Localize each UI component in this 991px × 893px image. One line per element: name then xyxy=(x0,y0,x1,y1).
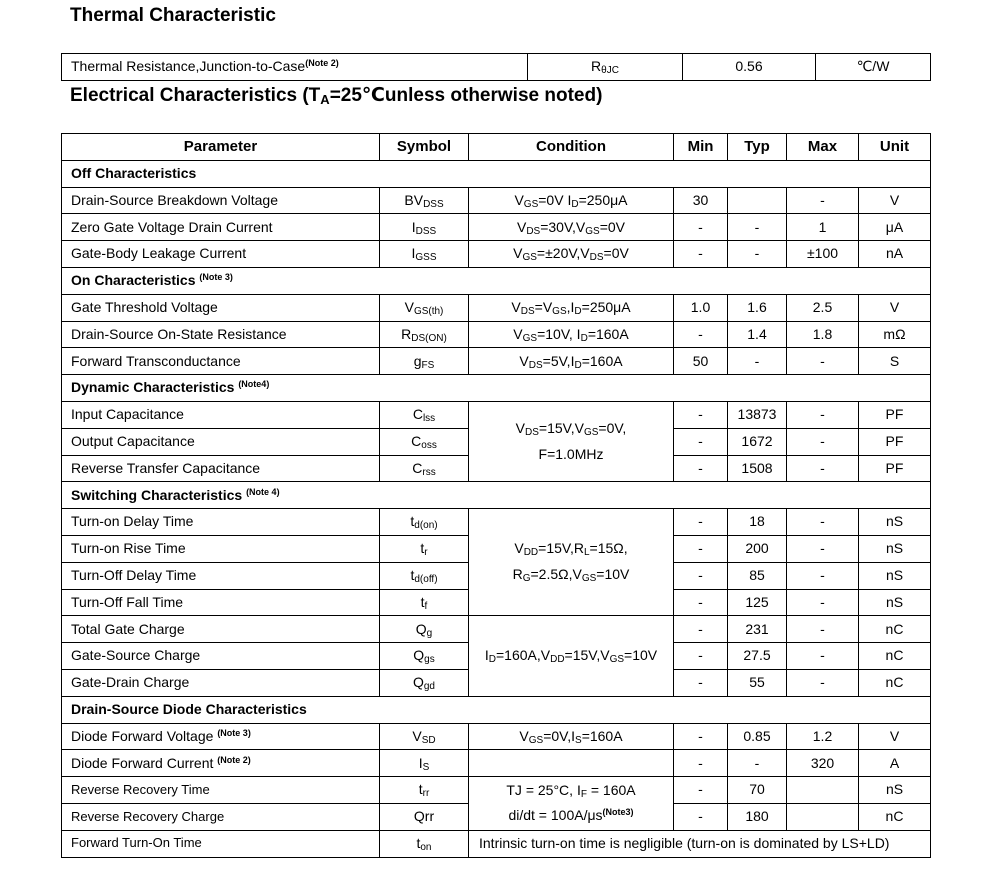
typ-cell: 1.6 xyxy=(728,294,787,321)
table-row xyxy=(62,401,931,428)
min-cell: - xyxy=(674,321,728,348)
min-cell: - xyxy=(674,723,728,750)
unit-cell: nC xyxy=(859,616,931,643)
param-cell: Input Capacitance xyxy=(62,401,380,428)
max-cell: - xyxy=(787,455,859,482)
symbol-cell: $t_{d(off)}$ xyxy=(380,562,469,589)
typ-cell: 180 xyxy=(728,803,787,830)
header-min: Min xyxy=(674,134,728,161)
param-cell: Gate-Body Leakage Current xyxy=(62,241,380,268)
condition-cell: $V_{GS}=\pm 20V,V_{DS}=0V$ xyxy=(469,241,674,268)
max-cell: - xyxy=(787,428,859,455)
param-cell: Reverse Recovery Time xyxy=(62,777,380,804)
unit-cell: V xyxy=(859,294,931,321)
param-cell: Drain-Source Breakdown Voltage xyxy=(62,187,380,214)
typ-cell: 1508 xyxy=(728,455,787,482)
thermal-title: Thermal Characteristic xyxy=(70,5,276,26)
max-cell: - xyxy=(787,562,859,589)
min-cell: - xyxy=(674,214,728,241)
symbol-cell: $t_r$ xyxy=(380,535,469,562)
typ-cell: - xyxy=(728,348,787,375)
min-cell: - xyxy=(674,643,728,670)
table-row xyxy=(62,241,931,268)
typ-cell: - xyxy=(728,750,787,777)
typ-cell: 55 xyxy=(728,669,787,696)
electrical-title: Electrical Characteristics ($T_A=25℃unless$ otherwise noted) xyxy=(70,85,603,107)
symbol-cell: $t_f$ xyxy=(380,589,469,616)
condition-cell xyxy=(469,750,674,777)
min-cell: - xyxy=(674,401,728,428)
section-dynamic: Dynamic Characteristics $^{(Note4)}$ xyxy=(62,375,931,402)
condition-cell: $V_{DS}=V_{GS},I_D=250\mu A$ xyxy=(469,294,674,321)
min-cell: - xyxy=(674,589,728,616)
min-cell: - xyxy=(674,428,728,455)
param-cell: Gate-Drain Charge xyxy=(62,669,380,696)
typ-cell: 0.85 xyxy=(728,723,787,750)
max-cell: - xyxy=(787,348,859,375)
param-cell: Gate Threshold Voltage xyxy=(62,294,380,321)
condition-cell: $V_{GS}=0V$ $I_D=250\mu A$ xyxy=(469,187,674,214)
param-cell: Zero Gate Voltage Drain Current xyxy=(62,214,380,241)
table-row xyxy=(62,830,931,857)
typ-cell: - xyxy=(728,214,787,241)
table-row xyxy=(62,321,931,348)
condition-cell-charge: $I_D=160A,V_{DD}=15V,V_{GS}=10V$ xyxy=(469,616,674,696)
typ-cell: 1672 xyxy=(728,428,787,455)
typ-cell: 85 xyxy=(728,562,787,589)
unit-cell: nS xyxy=(859,509,931,536)
condition-cell-capacitance: $V_{DS}=15V,V_{GS}=0V$, F=1.0MHz xyxy=(469,401,674,481)
symbol-cell: $Q_{gs}$ xyxy=(380,643,469,670)
table-row xyxy=(62,616,931,643)
condition-cell: $V_{GS}=0V,I_S=160A$ xyxy=(469,723,674,750)
min-cell: - xyxy=(674,455,728,482)
min-cell: - xyxy=(674,777,728,804)
header-parameter: Parameter xyxy=(62,134,380,161)
unit-cell: PF xyxy=(859,428,931,455)
param-cell: Drain-Source On-State Resistance xyxy=(62,321,380,348)
param-cell: Output Capacitance xyxy=(62,428,380,455)
header-typ: Typ xyxy=(728,134,787,161)
unit-cell: nS xyxy=(859,535,931,562)
max-cell: 2.5 xyxy=(787,294,859,321)
symbol-cell: $V_{GS(th)}$ xyxy=(380,294,469,321)
unit-cell: nC xyxy=(859,643,931,670)
table-row xyxy=(62,509,931,536)
typ-cell: 231 xyxy=(728,616,787,643)
param-cell: Total Gate Charge xyxy=(62,616,380,643)
symbol-cell: $I_{GSS}$ xyxy=(380,241,469,268)
min-cell: - xyxy=(674,803,728,830)
condition-cell: $V_{DS}=30V,V_{GS}=0V$ xyxy=(469,214,674,241)
symbol-cell: $I_{DSS}$ xyxy=(380,214,469,241)
max-cell: - xyxy=(787,616,859,643)
table-row xyxy=(62,777,931,804)
typ-cell: 125 xyxy=(728,589,787,616)
max-cell: - xyxy=(787,669,859,696)
typ-cell: 27.5 xyxy=(728,643,787,670)
unit-cell: nS xyxy=(859,589,931,616)
condition-cell-recovery: TJ = 25°C, $I_F = 160A$ $di/dt = 100A/\mu s^{(Note3)}$ xyxy=(469,777,674,831)
symbol-cell: $t_{on}$ xyxy=(380,830,469,857)
unit-cell: PF xyxy=(859,401,931,428)
symbol-cell: $Q_{gd}$ xyxy=(380,669,469,696)
symbol-cell: $t_{d(on)}$ xyxy=(380,509,469,536)
unit-cell: nA xyxy=(859,241,931,268)
symbol-cell: $I_S$ xyxy=(380,750,469,777)
min-cell: - xyxy=(674,509,728,536)
param-cell: Diode Forward Current $^{(Note 2)}$ xyxy=(62,750,380,777)
max-cell: 320 xyxy=(787,750,859,777)
param-cell: Gate-Source Charge xyxy=(62,643,380,670)
param-cell: Turn-Off Delay Time xyxy=(62,562,380,589)
max-cell: - xyxy=(787,589,859,616)
min-cell: - xyxy=(674,750,728,777)
section-on: On Characteristics $^{(Note 3)}$ xyxy=(62,267,931,294)
symbol-cell: $g_{FS}$ xyxy=(380,348,469,375)
min-cell: - xyxy=(674,669,728,696)
typ-cell: 70 xyxy=(728,777,787,804)
param-cell: Turn-on Delay Time xyxy=(62,509,380,536)
condition-cell: $V_{GS}=10V$, $I_D=160A$ xyxy=(469,321,674,348)
typ-cell: 13873 xyxy=(728,401,787,428)
max-cell xyxy=(787,803,859,830)
param-cell: Reverse Recovery Charge xyxy=(62,803,380,830)
thermal-param: Thermal Resistance,Junction-to-Case$^{(Note 2)}$ xyxy=(62,54,528,81)
condition-cell-switching: $V_{DD}=15V,R_L=15\Omega$, $R_G=2.5\Omega,V_{GS}=10V$ xyxy=(469,509,674,616)
unit-cell: nC xyxy=(859,669,931,696)
typ-cell: 1.4 xyxy=(728,321,787,348)
typ-cell: 200 xyxy=(728,535,787,562)
header-condition: Condition xyxy=(469,134,674,161)
unit-cell: PF xyxy=(859,455,931,482)
min-cell: 50 xyxy=(674,348,728,375)
unit-cell: V xyxy=(859,187,931,214)
max-cell: - xyxy=(787,643,859,670)
unit-cell: nC xyxy=(859,803,931,830)
section-row xyxy=(62,696,931,723)
symbol-cell: Qrr xyxy=(380,803,469,830)
unit-cell: A xyxy=(859,750,931,777)
symbol-cell: $BV_{DSS}$ xyxy=(380,187,469,214)
electrical-table xyxy=(61,133,931,858)
symbol-cell: $t_{rr}$ xyxy=(380,777,469,804)
symbol-cell: $R_{DS(ON)}$ xyxy=(380,321,469,348)
typ-cell xyxy=(728,187,787,214)
thermal-symbol: $R_{\theta JC}$ xyxy=(528,54,683,81)
param-cell: Diode Forward Voltage $^{(Note 3)}$ xyxy=(62,723,380,750)
unit-cell: mΩ xyxy=(859,321,931,348)
condition-cell-turnon: Intrinsic turn-on time is negligible (turn-on is dominated by LS+LD) xyxy=(469,830,931,857)
header-row xyxy=(62,134,931,161)
symbol-cell: $V_{SD}$ xyxy=(380,723,469,750)
header-unit: Unit xyxy=(859,134,931,161)
section-row xyxy=(62,482,931,509)
max-cell: 1.8 xyxy=(787,321,859,348)
thermal-value: 0.56 xyxy=(683,54,816,81)
section-switching: Switching Characteristics $^{(Note 4)}$ xyxy=(62,482,931,509)
table-row xyxy=(62,294,931,321)
table-row xyxy=(62,214,931,241)
section-row xyxy=(62,267,931,294)
min-cell: - xyxy=(674,616,728,643)
table-row xyxy=(62,723,931,750)
section-row xyxy=(62,375,931,402)
thermal-table xyxy=(61,53,931,81)
min-cell: - xyxy=(674,241,728,268)
table-row xyxy=(62,750,931,777)
thermal-unit: ℃/W xyxy=(816,54,931,81)
unit-cell: V xyxy=(859,723,931,750)
symbol-cell: $Q_g$ xyxy=(380,616,469,643)
section-off: Off Characteristics xyxy=(62,160,931,187)
max-cell: - xyxy=(787,509,859,536)
condition-cell: $V_{DS}=5V,I_D=160A$ xyxy=(469,348,674,375)
unit-cell: nS xyxy=(859,777,931,804)
header-symbol: Symbol xyxy=(380,134,469,161)
table-row xyxy=(62,187,931,214)
unit-cell: μA xyxy=(859,214,931,241)
symbol-cell: $C_{rss}$ xyxy=(380,455,469,482)
max-cell: 1 xyxy=(787,214,859,241)
max-cell: - xyxy=(787,187,859,214)
max-cell: - xyxy=(787,401,859,428)
param-cell: Forward Transconductance xyxy=(62,348,380,375)
section-diode: Drain-Source Diode Characteristics xyxy=(62,696,931,723)
min-cell: 1.0 xyxy=(674,294,728,321)
param-cell: Turn-Off Fall Time xyxy=(62,589,380,616)
param-cell: Forward Turn-On Time xyxy=(62,830,380,857)
unit-cell: S xyxy=(859,348,931,375)
symbol-cell: $C_{oss}$ xyxy=(380,428,469,455)
min-cell: - xyxy=(674,562,728,589)
header-max: Max xyxy=(787,134,859,161)
typ-cell: 18 xyxy=(728,509,787,536)
typ-cell: - xyxy=(728,241,787,268)
table-row xyxy=(62,54,931,81)
unit-cell: nS xyxy=(859,562,931,589)
max-cell: ±100 xyxy=(787,241,859,268)
max-cell: 1.2 xyxy=(787,723,859,750)
min-cell: 30 xyxy=(674,187,728,214)
min-cell: - xyxy=(674,535,728,562)
table-row xyxy=(62,348,931,375)
symbol-cell: $C_{lss}$ xyxy=(380,401,469,428)
section-row xyxy=(62,160,931,187)
max-cell: - xyxy=(787,535,859,562)
max-cell xyxy=(787,777,859,804)
param-cell: Turn-on Rise Time xyxy=(62,535,380,562)
param-cell: Reverse Transfer Capacitance xyxy=(62,455,380,482)
